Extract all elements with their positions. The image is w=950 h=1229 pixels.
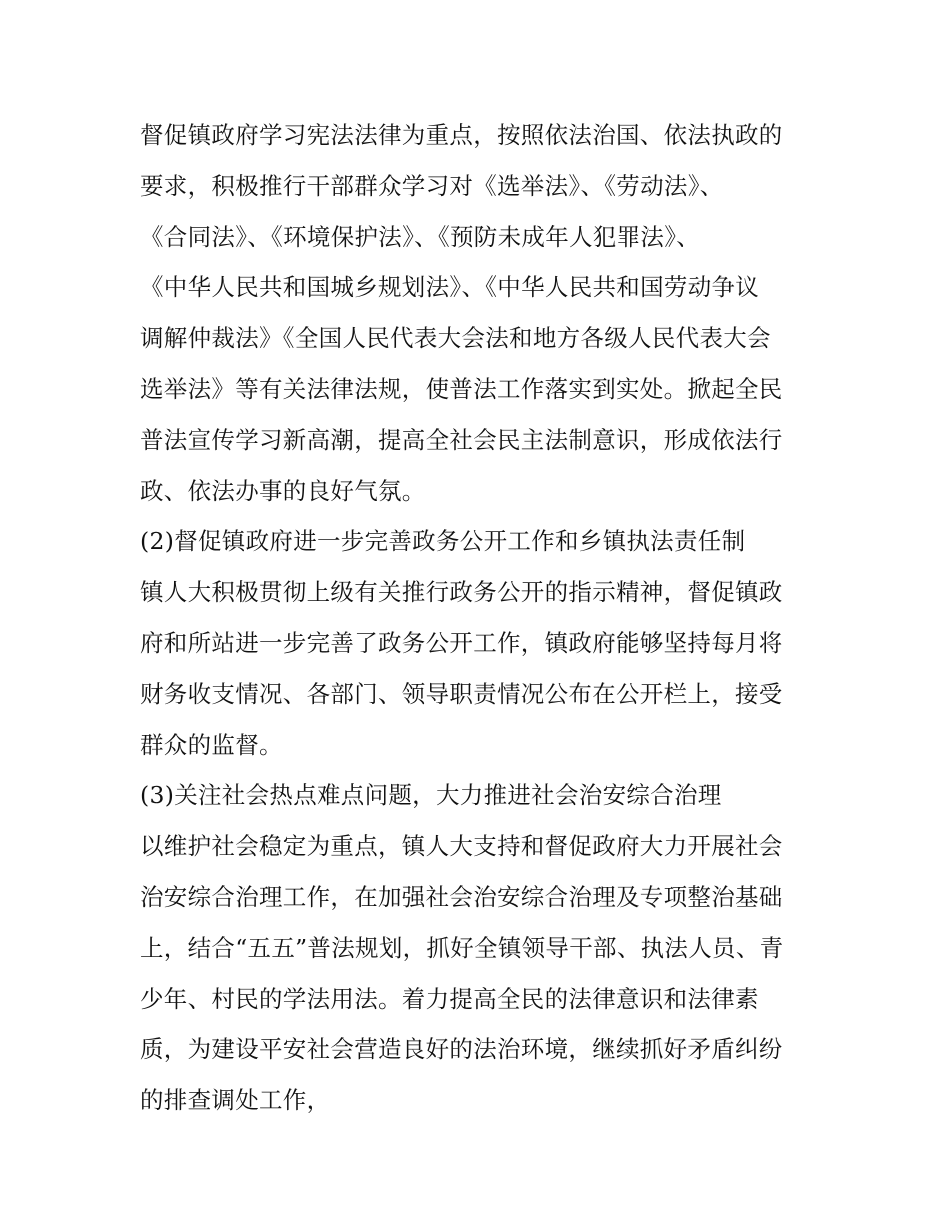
text-line: 群众的监督。 bbox=[140, 730, 283, 759]
text-line: 质，为建设平安社会营造良好的法治环境，继续抓好矛盾纠纷 bbox=[140, 1035, 783, 1064]
text-line: 少年、村民的学法用法。着力提高全民的法律意识和法律素 bbox=[140, 984, 759, 1013]
text-line: 要求，积极推行干部群众学习对《选举法》、《劳动法》、 bbox=[140, 171, 724, 200]
text-line: 《合同法》、《环境保护法》、《预防未成年人犯罪法》、 bbox=[140, 222, 701, 251]
section-heading-2: (2)督促镇政府进一步完善政务公开工作和乡镇执法责任制 bbox=[140, 527, 746, 556]
text-line: 财务收支情况、各部门、领导职责情况公布在公开栏上，接受 bbox=[140, 679, 783, 708]
text-line: 镇人大积极贯彻上级有关推行政务公开的指示精神，督促镇政 bbox=[140, 578, 783, 607]
section-heading-3: (3)关注社会热点难点问题，大力推进社会治安综合治理 bbox=[140, 781, 722, 810]
text-line: 治安综合治理工作，在加强社会治安综合治理及专项整治基础 bbox=[140, 882, 783, 911]
body-text bbox=[140, 110, 820, 1126]
text-line: 调解仲裁法》《全国人民代表大会法和地方各级人民代表大会 bbox=[140, 324, 771, 353]
text-line: 选举法》等有关法律法规，使普法工作落实到实处。掀起全民 bbox=[140, 374, 783, 403]
text-line: 督促镇政府学习宪法法律为重点，按照依法治国、依法执政的 bbox=[140, 121, 783, 149]
text-line: 普法宣传学习新高潮，提高全社会民主法制意识，形成依法行 bbox=[140, 425, 783, 454]
text-line: 府和所站进一步完善了政务公开工作，镇政府能够坚持每月将 bbox=[140, 628, 783, 657]
text-line: 政、依法办事的良好气氛。 bbox=[140, 476, 426, 505]
text-line: 以维护社会稳定为重点，镇人大支持和督促政府大力开展社会 bbox=[140, 832, 783, 861]
text-line: 上，结合“五五”普法规划，抓好全镇领导干部、执法人员、青 bbox=[140, 933, 784, 962]
text-line: 《中华人民共和国城乡规划法》、《中华人民共和国劳动争议 bbox=[140, 273, 760, 302]
text-line: 的排查调处工作， bbox=[140, 1086, 331, 1115]
